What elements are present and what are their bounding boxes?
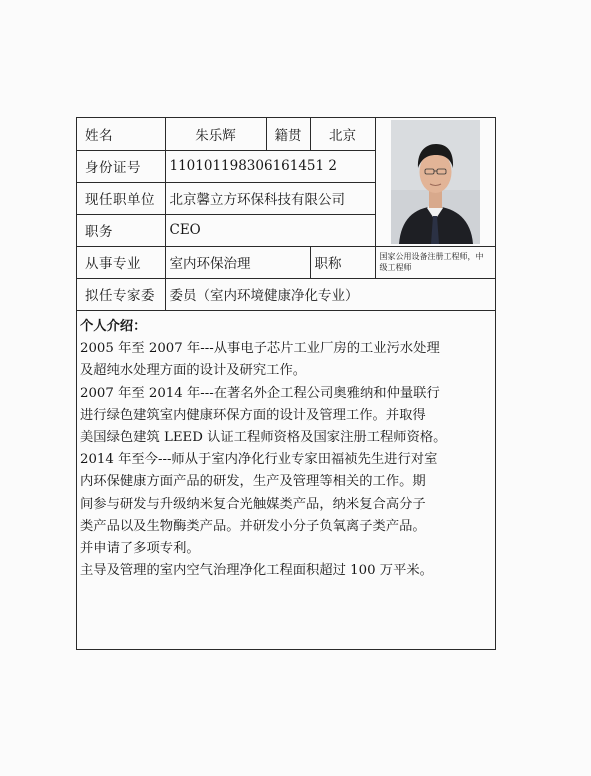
id-value: 110101198306161451 2 bbox=[165, 150, 375, 182]
intro-line: 2007 年至 2014 年---在著名外企工程公司奥雅纳和仲量联行 bbox=[80, 385, 440, 401]
intro-line: 2005 年至 2007 年---从事电子芯片工业厂房的工业污水处理 bbox=[80, 341, 440, 357]
intro-heading: 个人介绍： bbox=[80, 319, 147, 334]
intro-line: 主导及管理的室内空气治理净化工程面积超过 100 万平米。 bbox=[80, 563, 433, 579]
resume-form bbox=[76, 117, 496, 650]
portrait-photo bbox=[391, 120, 480, 244]
intro-line: 间参与研发与升级纳米复合光触媒类产品，纳米复合高分子 bbox=[80, 496, 426, 512]
intro-line: 及超纯水处理方面的设计及研究工作。 bbox=[80, 363, 307, 379]
intro-line: 美国绿色建筑 LEED 认证工程师资格及国家注册工程师资格。 bbox=[80, 430, 447, 446]
specialty-label: 从事专业 bbox=[77, 246, 165, 278]
intro-line: 2014 年至今---师从于室内净化行业专家田福祯先生进行对室 bbox=[80, 452, 438, 468]
intro-line: 并申请了多项专利。 bbox=[80, 541, 200, 557]
employer-value: 北京馨立方环保科技有限公司 bbox=[165, 182, 375, 214]
hometown-value: 北京 bbox=[310, 118, 375, 150]
committee-value: 委员（室内环境健康净化专业） bbox=[165, 278, 495, 310]
employer-label: 现任职单位 bbox=[77, 182, 165, 214]
info-table bbox=[77, 118, 495, 311]
photo-cell bbox=[375, 118, 495, 246]
position-label: 职务 bbox=[77, 214, 165, 246]
committee-label: 拟任专家委 bbox=[77, 278, 165, 310]
title-label: 职称 bbox=[310, 246, 375, 278]
position-value: CEO bbox=[165, 214, 375, 246]
title-value: 国家公用设备注册工程师，中级工程师 bbox=[375, 246, 495, 278]
name-label: 姓名 bbox=[77, 118, 165, 150]
id-label: 身份证号 bbox=[77, 150, 165, 182]
intro-section bbox=[80, 316, 494, 582]
intro-line: 内环保健康方面产品的研发，生产及管理等相关的工作。期 bbox=[80, 474, 426, 490]
intro-line: 类产品以及生物酶类产品。并研发小分子负氧离子类产品。 bbox=[80, 518, 426, 534]
specialty-value: 室内环保治理 bbox=[165, 246, 310, 278]
intro-line: 进行绿色建筑室内健康环保方面的设计及管理工作。并取得 bbox=[80, 407, 426, 423]
name-value: 朱乐辉 bbox=[165, 118, 266, 150]
hometown-label: 籍贯 bbox=[266, 118, 310, 150]
